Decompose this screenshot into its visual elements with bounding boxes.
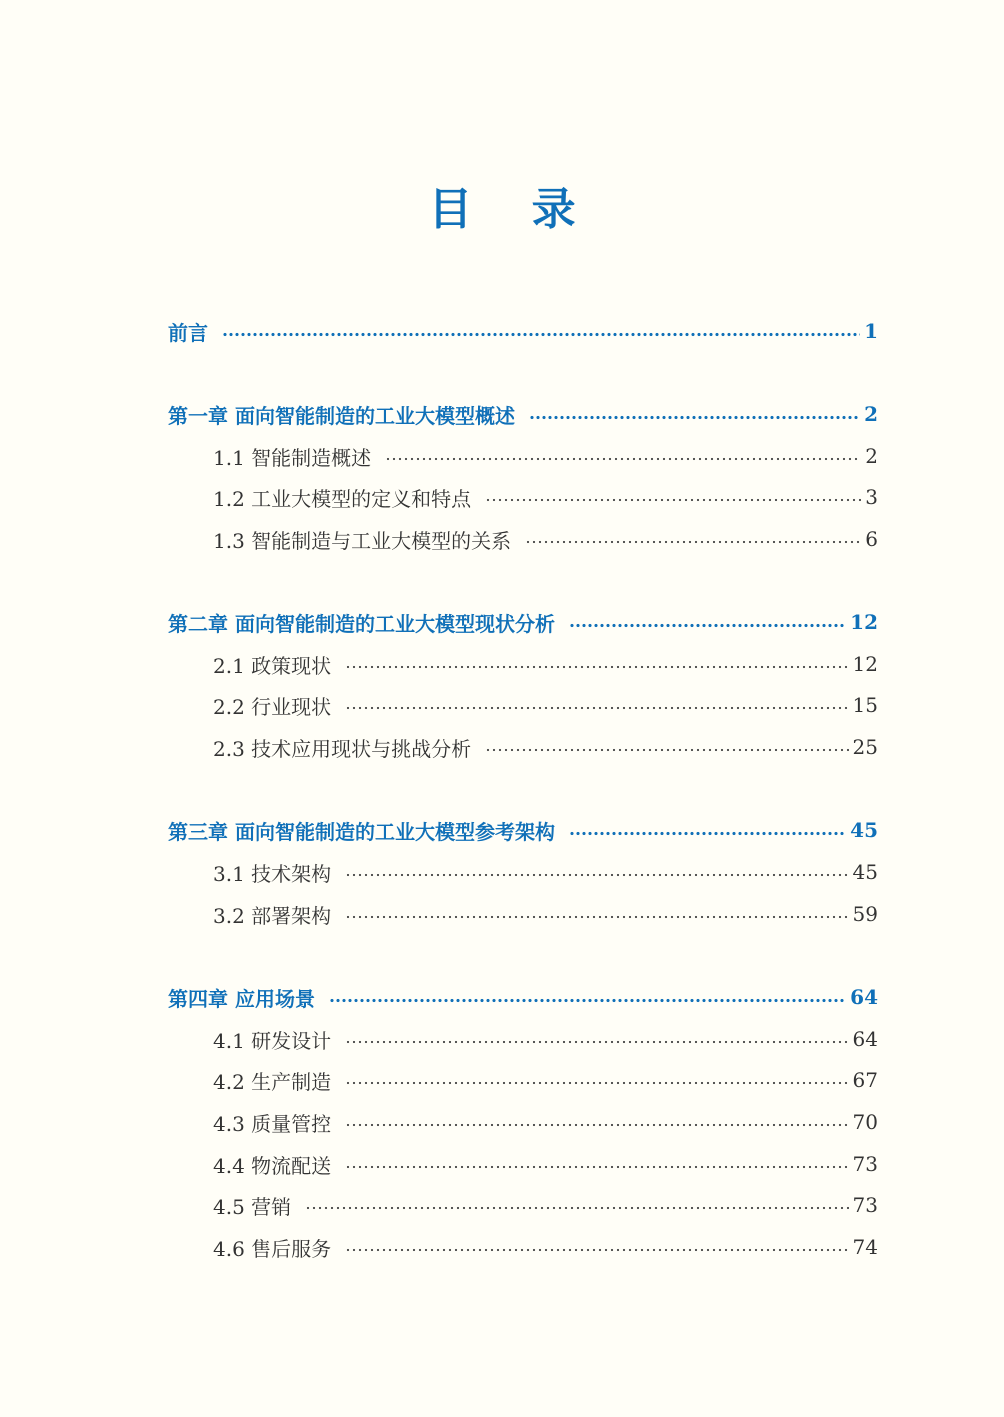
toc-entry-page-number: 12 — [850, 610, 878, 634]
toc-entry-page-number: 6 — [865, 527, 878, 551]
dot-leader — [569, 623, 846, 628]
toc-entry-page-number: 2 — [865, 444, 878, 468]
toc-entry-label: 2.2 行业现状 — [213, 694, 332, 719]
toc-section-entry[interactable] — [213, 689, 878, 721]
toc-entry-label: 第四章 应用场景 — [168, 986, 315, 1011]
toc-section-entry[interactable] — [213, 1148, 878, 1180]
toc-section-entry[interactable] — [213, 856, 878, 888]
dot-leader — [329, 998, 846, 1003]
toc-chapter-entry[interactable] — [168, 315, 878, 347]
toc-entry-label: 第二章 面向智能制造的工业大模型现状分析 — [168, 611, 555, 636]
page-title: 目 录 — [428, 184, 598, 235]
toc-entry-label: 1.3 智能制造与工业大模型的关系 — [213, 528, 512, 553]
toc-section-entry[interactable] — [213, 1023, 878, 1055]
toc-entry-page-number: 64 — [852, 1027, 878, 1051]
dot-leader — [222, 332, 860, 337]
toc-entry-label: 4.2 生产制造 — [213, 1069, 332, 1094]
dot-leader — [385, 457, 861, 461]
toc-section-entry[interactable] — [213, 1231, 878, 1263]
toc-chapter-entry[interactable] — [168, 606, 878, 638]
dot-leader — [345, 706, 848, 710]
dot-leader — [345, 1081, 848, 1085]
toc-entry-page-number: 45 — [850, 818, 878, 842]
toc-chapter-entry[interactable] — [168, 398, 878, 430]
toc-entry-page-number: 74 — [852, 1235, 878, 1259]
toc-entry-label: 前言 — [168, 320, 208, 345]
toc-entry-page-number: 59 — [852, 902, 878, 926]
toc-entry-page-number: 2 — [864, 402, 878, 426]
toc-section-entry[interactable] — [213, 731, 878, 763]
toc-entry-page-number: 45 — [852, 860, 878, 884]
toc-entry-label: 4.1 研发设计 — [213, 1028, 332, 1053]
dot-leader — [485, 748, 848, 752]
toc-entry-page-number: 73 — [852, 1193, 878, 1217]
toc-section-entry[interactable] — [213, 1106, 878, 1138]
toc-entry-page-number: 25 — [852, 735, 878, 759]
toc-section-entry[interactable] — [213, 440, 878, 472]
toc-entry-label: 4.5 营销 — [213, 1194, 292, 1219]
toc-entry-label: 第三章 面向智能制造的工业大模型参考架构 — [168, 819, 555, 844]
dot-leader — [345, 1165, 848, 1169]
toc-entry-page-number: 3 — [865, 485, 878, 509]
dot-leader — [345, 915, 848, 919]
toc-section-entry[interactable] — [213, 648, 878, 680]
toc-chapter-entry[interactable] — [168, 981, 878, 1013]
dot-leader — [345, 1123, 848, 1127]
dot-leader — [305, 1206, 848, 1210]
toc-entry-page-number: 73 — [852, 1152, 878, 1176]
dot-leader — [569, 831, 846, 836]
toc-entry-label: 3.1 技术架构 — [213, 861, 332, 886]
toc-entry-label: 4.4 物流配送 — [213, 1153, 332, 1178]
toc-section-entry[interactable] — [213, 1189, 878, 1221]
dot-leader — [345, 1248, 848, 1252]
toc-entry-page-number: 64 — [850, 985, 878, 1009]
toc-entry-page-number: 15 — [852, 693, 878, 717]
toc-entry-label: 4.3 质量管控 — [213, 1111, 332, 1136]
dot-leader — [529, 415, 860, 420]
toc-entry-label: 第一章 面向智能制造的工业大模型概述 — [168, 403, 515, 428]
dot-leader — [485, 498, 861, 502]
dot-leader — [345, 1040, 848, 1044]
toc-section-entry[interactable] — [213, 481, 878, 513]
toc-entry-label: 1.2 工业大模型的定义和特点 — [213, 486, 472, 511]
toc-entry-page-number: 67 — [852, 1068, 878, 1092]
toc-entry-label: 3.2 部署架构 — [213, 903, 332, 928]
toc-section-entry[interactable] — [213, 1064, 878, 1096]
toc-entry-label: 2.3 技术应用现状与挑战分析 — [213, 736, 472, 761]
toc-entry-page-number: 1 — [864, 319, 878, 343]
toc-entry-label: 4.6 售后服务 — [213, 1236, 332, 1261]
toc-entry-label: 2.1 政策现状 — [213, 653, 332, 678]
toc-section-entry[interactable] — [213, 898, 878, 930]
toc-chapter-entry[interactable] — [168, 814, 878, 846]
dot-leader — [345, 873, 848, 877]
toc-section-entry[interactable] — [213, 523, 878, 555]
dot-leader — [345, 665, 848, 669]
toc-entry-page-number: 70 — [852, 1110, 878, 1134]
toc-entry-label: 1.1 智能制造概述 — [213, 445, 372, 470]
dot-leader — [525, 540, 861, 544]
toc-entry-page-number: 12 — [852, 652, 878, 676]
